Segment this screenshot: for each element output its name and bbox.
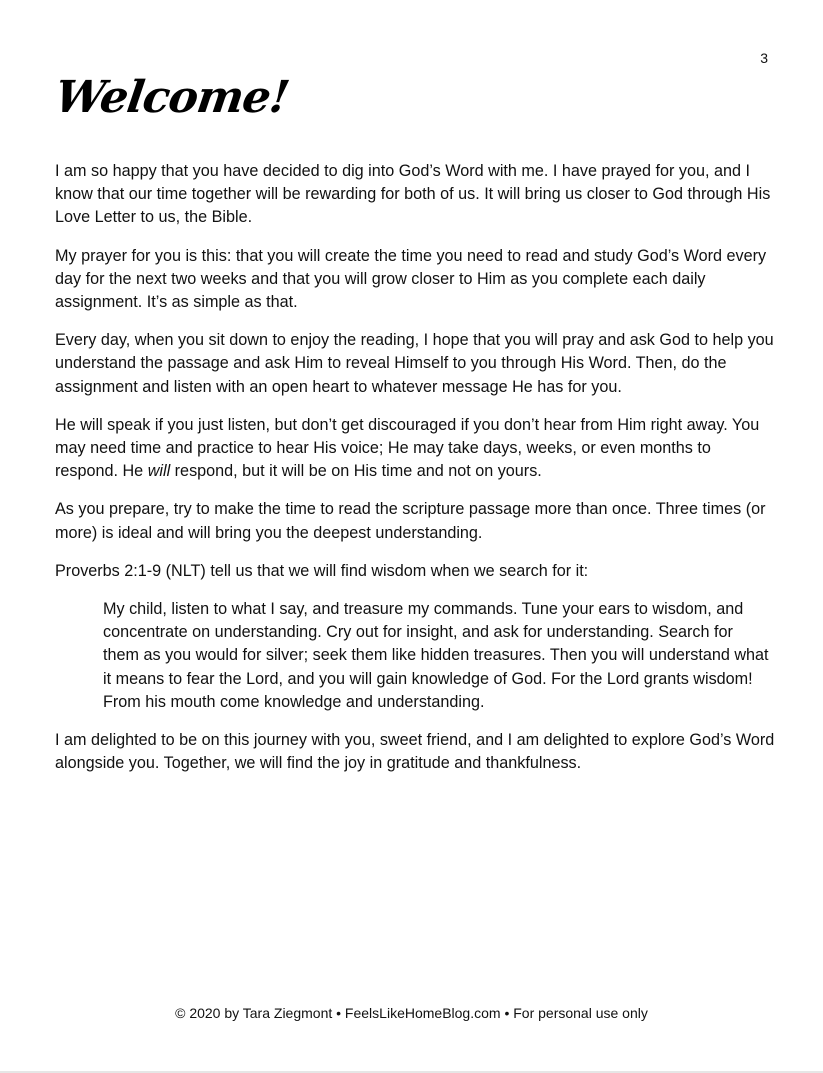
paragraph-proverbs-intro: Proverbs 2:1-9 (NLT) tell us that we will find wisdom when we search for it: — [55, 561, 589, 580]
emphasis-will: will — [147, 462, 171, 481]
paragraph-closing: I am delighted to be on this journey with you, sweet friend, and I am delighted to explore God’s Word alongside you. Together, we will find the joy in gratitude and thankfulness. — [55, 731, 775, 773]
paragraph-prepare: As you prepare, try to make the time to read the scripture passage more than once. Three times (or more) is ideal and will bring you the deepest understanding. — [55, 500, 766, 542]
copyright-footer: © 2020 by Tara Ziegmont • FeelsLikeHomeBlog.com • For personal use only — [175, 1005, 648, 1021]
body-text — [55, 160, 775, 790]
paragraph-prayer: My prayer for you is this: that you will create the time you need to read and study God’s Word every day for the next two weeks and that you will grow closer to Him as you complete each daily assignment. It’s as simple as that. — [55, 246, 767, 312]
page-number: 3 — [760, 50, 768, 66]
paragraph-listen — [55, 414, 775, 484]
paragraph-intro: I am so happy that you have decided to dig into God’s Word with me. I have prayed for you, and I know that our time together will be rewarding for both of us. It will bring us closer to God through His Love Letter to us, the Bible. — [55, 162, 771, 227]
paragraph-daily-reading: Every day, when you sit down to enjoy the reading, I hope that you will pray and ask God to help you understand the passage and ask Him to reveal Himself to you through His Word. Then, do the assignment and listen with an open heart to whatever message He has for you. — [55, 331, 774, 396]
paragraph-listen-end: respond, but it will be on His time and not on yours. — [170, 462, 542, 481]
page-title: Welcome! — [52, 72, 292, 123]
paragraph-listen-start: He will speak if you just listen, but don’t get discouraged if you don’t hear from Him right away. You may need time and practice to hear His voice; He may take days, weeks, or even months to respond. He — [55, 415, 760, 481]
scripture-quote: My child, listen to what I say, and treasure my commands. Tune your ears to wisdom, and concentrate on understanding. Cry out for insight, and ask for understanding. Search for them as you would for silver; seek them like hidden treasures. Then you will understand what it means to fear the Lord, and you will gain knowledge of God. For the Lord grants wisdom! From his mouth come knowledge and understanding. — [103, 600, 769, 711]
